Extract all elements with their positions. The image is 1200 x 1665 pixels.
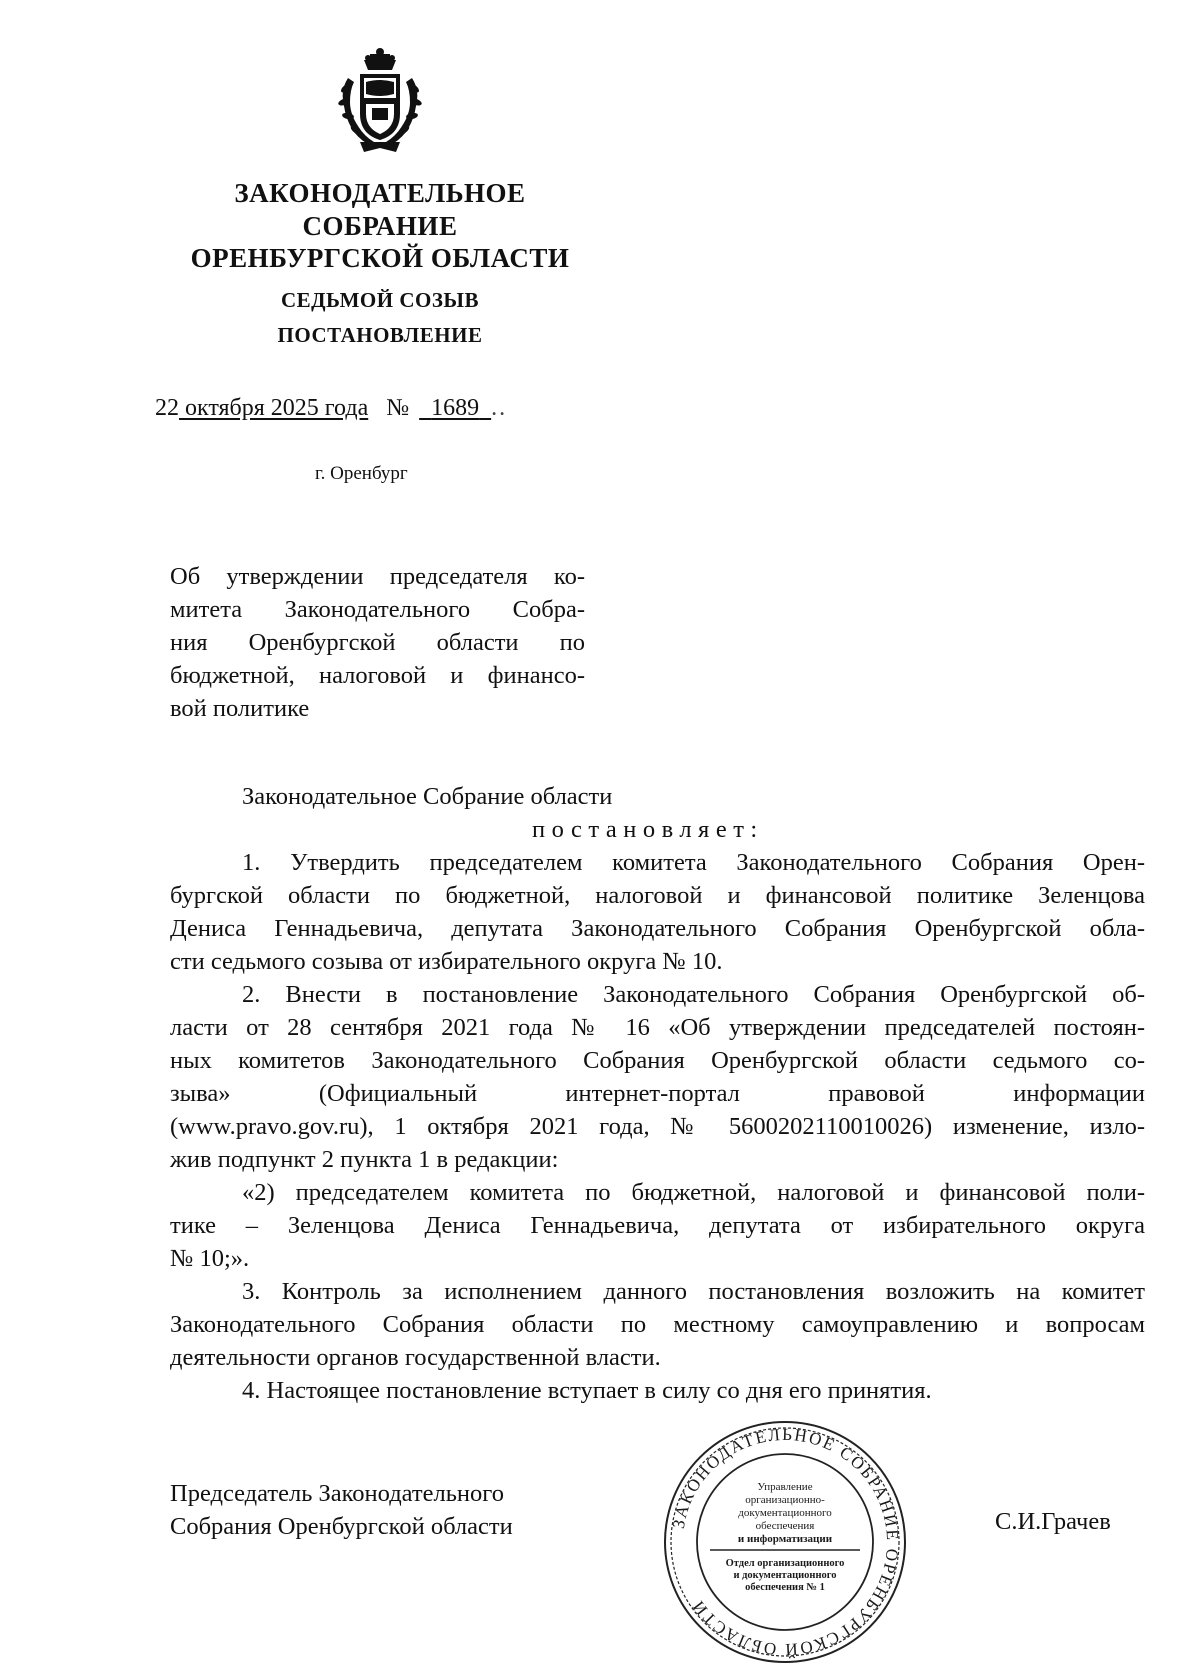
date-number-line — [155, 395, 507, 422]
signatory-title — [170, 1477, 513, 1543]
paragraph-3-line: 3. Контроль за исполнением данного постановления возложить на комитет — [242, 1278, 1145, 1305]
paragraph-3-line: Законодательного Собрания области по местному самоуправлению и вопросам — [170, 1311, 1145, 1338]
coat-of-arms-icon — [330, 48, 430, 156]
paragraph-2-line: ласти от 28 сентября 2021 года № 16 «Об утверждении председателей постоян- — [170, 1014, 1145, 1041]
seal-ring-text: ЗАКОНОДАТЕЛЬНОЕ СОБРАНИЕ ОРЕНБУРГСКОЙ ОБЛАСТИ — [668, 1424, 903, 1660]
convocation: СЕДЬМОЙ СОЗЫВ — [280, 288, 480, 312]
dots: .. — [491, 395, 508, 421]
signatory-title-line: Председатель Законодательного — [170, 1480, 504, 1507]
paragraph-4: 4. Настоящее постановление вступает в силу со дня его принятия. — [242, 1377, 932, 1404]
signatory-title-line: Собрания Оренбургской области — [170, 1513, 513, 1540]
official-seal — [660, 1420, 910, 1664]
paragraph-2-line: зыва» (Официальный интернет-портал правовой информации — [170, 1080, 1145, 1107]
org-name-line1: ЗАКОНОДАТЕЛЬНОЕ — [234, 178, 526, 208]
paragraph-1-line: Дениса Геннадьевича, депутата Законодательного Собрания Оренбургской обла- — [170, 915, 1145, 942]
subject-block — [170, 560, 585, 725]
quote-line: № 10;». — [170, 1245, 250, 1272]
subject-line: вой политике — [170, 695, 310, 722]
paragraph-2-line: ных комитетов Законодательного Собрания Оренбургской области седьмого со- — [170, 1047, 1145, 1074]
subject-line: ния Оренбургской области по — [170, 629, 585, 656]
subject-line: бюджетной, налоговой и финансо- — [170, 662, 585, 689]
quote-line: «2) председателем комитета по бюджетной, налоговой и финансовой поли- — [242, 1179, 1145, 1206]
paragraph-3-line: деятельности органов государственной власти. — [170, 1344, 661, 1371]
document-number-wrap — [419, 395, 491, 421]
paragraph-2-line: (www.pravo.gov.ru), 1 октября 2021 года, № 5600202110010026) изменение, изло- — [170, 1113, 1145, 1140]
subject-line: Об утверждении председателя ко- — [170, 563, 585, 590]
paragraph-1-line: 1. Утвердить председателем комитета Законодательного Собрания Орен- — [242, 849, 1145, 876]
seal-inner-text: организационно- — [745, 1494, 825, 1506]
seal-inner-text: обеспечения № 1 — [745, 1582, 825, 1593]
quote-line: тике – Зеленцова Дениса Геннадьевича, депутата от избирательного округа — [170, 1212, 1145, 1239]
seal-inner-text: Отдел организационного — [725, 1558, 845, 1569]
org-name-line2: СОБРАНИЕ — [302, 211, 458, 241]
date: октября 2025 года — [179, 395, 369, 421]
document-body — [170, 780, 1145, 1407]
city: г. Оренбург — [315, 463, 408, 484]
number-sign: № — [386, 395, 410, 421]
paragraph-2-line: 2. Внести в постановление Законодательного Собрания Оренбургской об- — [242, 981, 1145, 1008]
intro: Законодательное Собрание области — [242, 783, 613, 810]
signatory-name: С.И.Грачев — [995, 1508, 1111, 1535]
paragraph-1-line: бургской области по бюджетной, налоговой и финансовой политике Зеленцова — [170, 882, 1145, 909]
seal-inner-text: обеспечения — [755, 1520, 815, 1532]
document-number: 1689 — [431, 395, 480, 421]
org-name-line3: ОРЕНБУРГСКОЙ ОБЛАСТИ — [190, 243, 570, 273]
seal-inner-text: Управление — [757, 1481, 813, 1493]
document-type: ПОСТАНОВЛЕНИЕ — [277, 323, 483, 347]
subject-line: митета Законодательного Собра- — [170, 596, 585, 623]
seal-inner-text: документационного — [738, 1507, 832, 1519]
seal-inner-text: и информатизации — [737, 1533, 833, 1545]
paragraph-2-line: жив подпункт 2 пункта 1 в редакции: — [170, 1146, 559, 1173]
date-day: 22 — [155, 395, 179, 421]
resolves: постановляет: — [532, 816, 764, 843]
paragraph-1-line: сти седьмого созыва от избирательного округа № 10. — [170, 948, 723, 975]
seal-inner-text: и документационного — [733, 1570, 837, 1581]
